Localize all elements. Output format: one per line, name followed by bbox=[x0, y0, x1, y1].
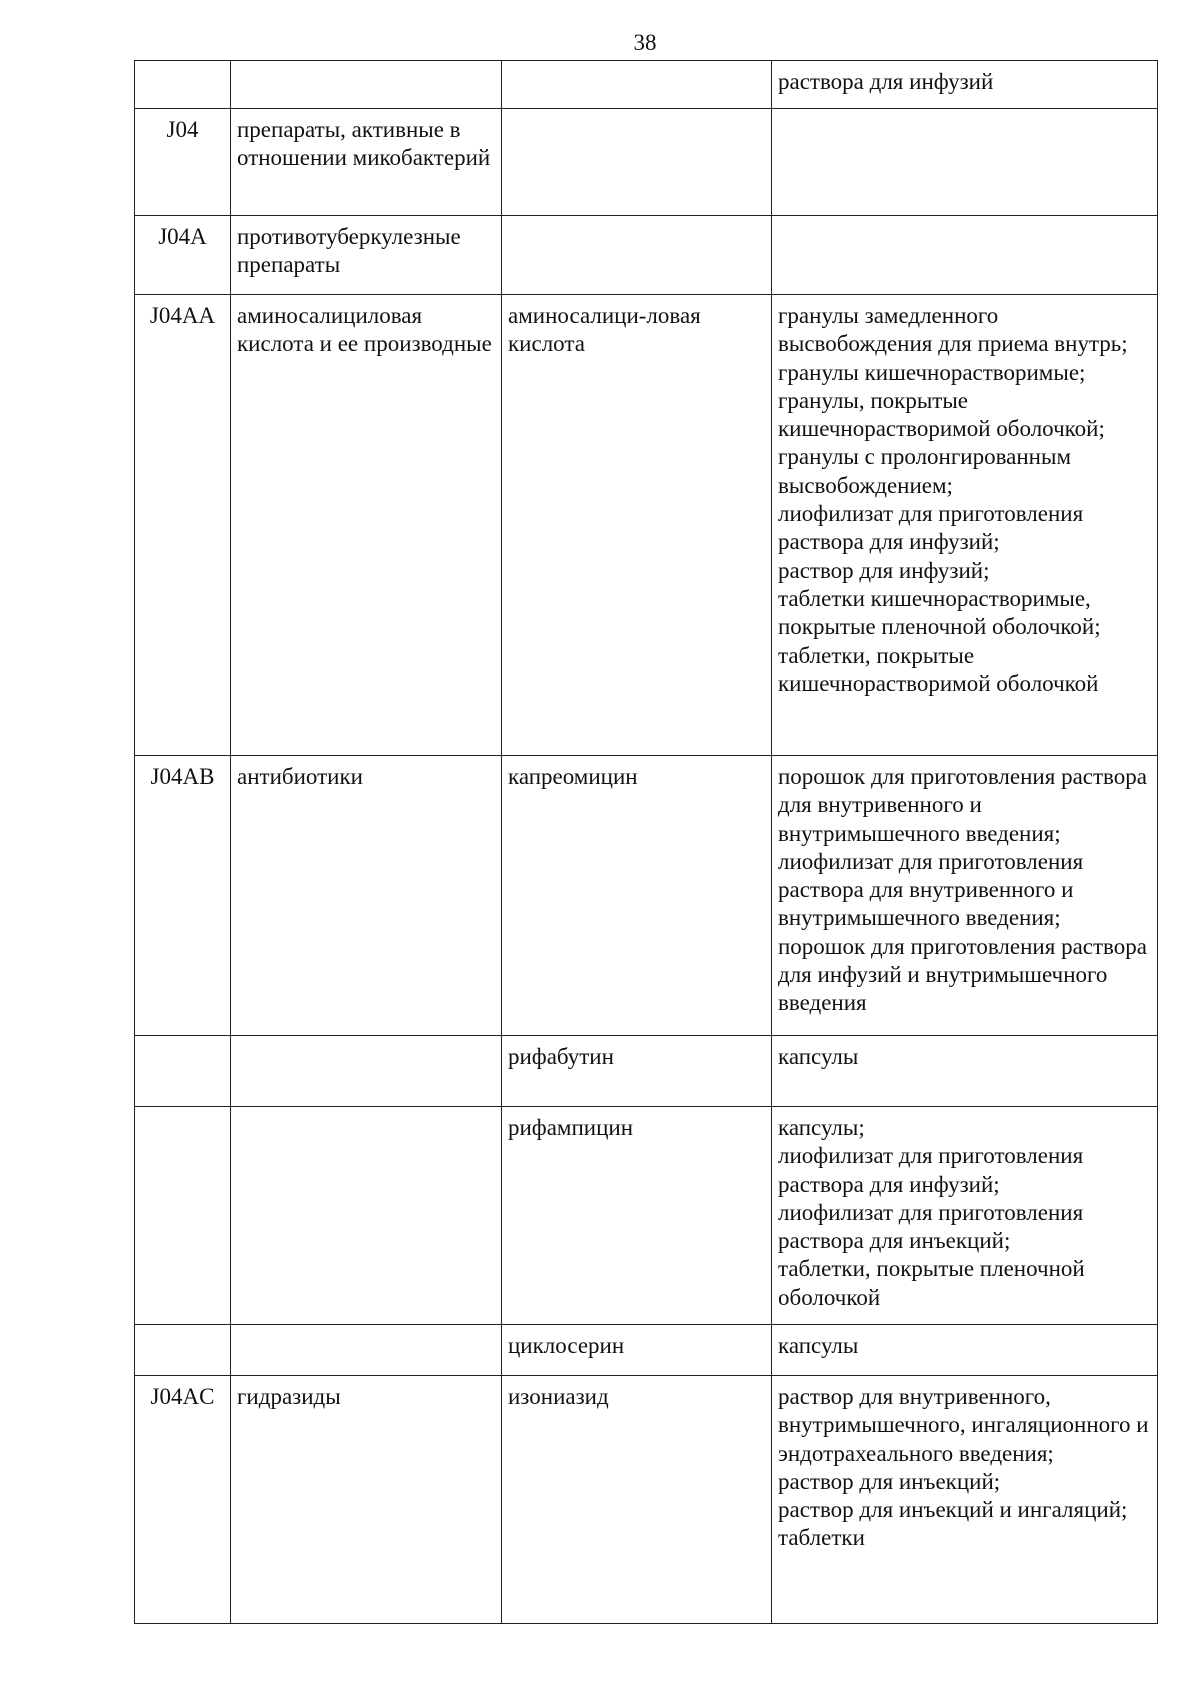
drug-name-cell: рифампицин bbox=[502, 1107, 772, 1325]
dosage-form-cell: капсулы; лиофилизат для приготовления раствора для инфузий; лиофилизат для приготовления раствора для инъекций; таблетки, покрытые пленочной оболочкой bbox=[772, 1107, 1158, 1325]
drug-name-cell: рифабутин bbox=[502, 1036, 772, 1107]
table-row bbox=[135, 1376, 1158, 1624]
dosage-form-cell bbox=[772, 109, 1158, 216]
table-row bbox=[135, 756, 1158, 1036]
atc-code-cell: J04A bbox=[135, 216, 231, 295]
dosage-form-cell: капсулы bbox=[772, 1036, 1158, 1107]
atc-code-cell: J04AA bbox=[135, 295, 231, 756]
drug-table bbox=[134, 60, 1158, 1624]
atc-code-cell bbox=[135, 1325, 231, 1376]
page-number: 38 bbox=[633, 30, 657, 55]
dosage-form-cell: раствора для инфузий bbox=[772, 61, 1158, 109]
atc-code-cell bbox=[135, 61, 231, 109]
table-row bbox=[135, 295, 1158, 756]
atc-code-cell: J04AB bbox=[135, 756, 231, 1036]
table-row bbox=[135, 216, 1158, 295]
group-cell bbox=[231, 1107, 502, 1325]
group-cell bbox=[231, 61, 502, 109]
atc-code-cell: J04 bbox=[135, 109, 231, 216]
drug-name-cell bbox=[502, 109, 772, 216]
table-row bbox=[135, 1107, 1158, 1325]
group-cell: антибиотики bbox=[231, 756, 502, 1036]
group-cell: гидразиды bbox=[231, 1376, 502, 1624]
drug-name-cell bbox=[502, 216, 772, 295]
drug-name-cell: аминосалици-ловая кислота bbox=[502, 295, 772, 756]
group-cell: аминосалициловая кислота и ее производные bbox=[231, 295, 502, 756]
group-cell bbox=[231, 1036, 502, 1107]
drug-name-cell bbox=[502, 61, 772, 109]
drug-name-cell: изониазид bbox=[502, 1376, 772, 1624]
drug-name-cell: капреомицин bbox=[502, 756, 772, 1036]
drug-name-cell: циклосерин bbox=[502, 1325, 772, 1376]
table-row bbox=[135, 1325, 1158, 1376]
atc-code-cell: J04AC bbox=[135, 1376, 231, 1624]
dosage-form-cell: порошок для приготовления раствора для внутривенного и внутримышечного введения; лиофилизат для приготовления раствора для внутривенного и внутримышечного введения; порошок для приготовления раствора для инфузий и внутримышечного введения bbox=[772, 756, 1158, 1036]
group-cell: противотуберкулезные препараты bbox=[231, 216, 502, 295]
dosage-form-cell: гранулы замедленного высвобождения для приема внутрь; гранулы кишечнорастворимые; гранулы, покрытые кишечнорастворимой оболочкой; гранулы с пролонгированным высвобождением; лиофилизат для приготовления раствора для инфузий; раствор для инфузий; таблетки кишечнорастворимые, покрытые пленочной оболочкой; таблетки, покрытые кишечнорастворимой оболочкой bbox=[772, 295, 1158, 756]
dosage-form-cell: капсулы bbox=[772, 1325, 1158, 1376]
table-row bbox=[135, 1036, 1158, 1107]
group-cell: препараты, активные в отношении микобактерий bbox=[231, 109, 502, 216]
group-cell bbox=[231, 1325, 502, 1376]
dosage-form-cell bbox=[772, 216, 1158, 295]
atc-code-cell bbox=[135, 1036, 231, 1107]
dosage-form-cell: раствор для внутривенного, внутримышечного, ингаляционного и эндотрахеального введения; раствор для инъекций; раствор для инъекций и ингаляций; таблетки bbox=[772, 1376, 1158, 1624]
table-row bbox=[135, 109, 1158, 216]
atc-code-cell bbox=[135, 1107, 231, 1325]
table-row bbox=[135, 61, 1158, 109]
